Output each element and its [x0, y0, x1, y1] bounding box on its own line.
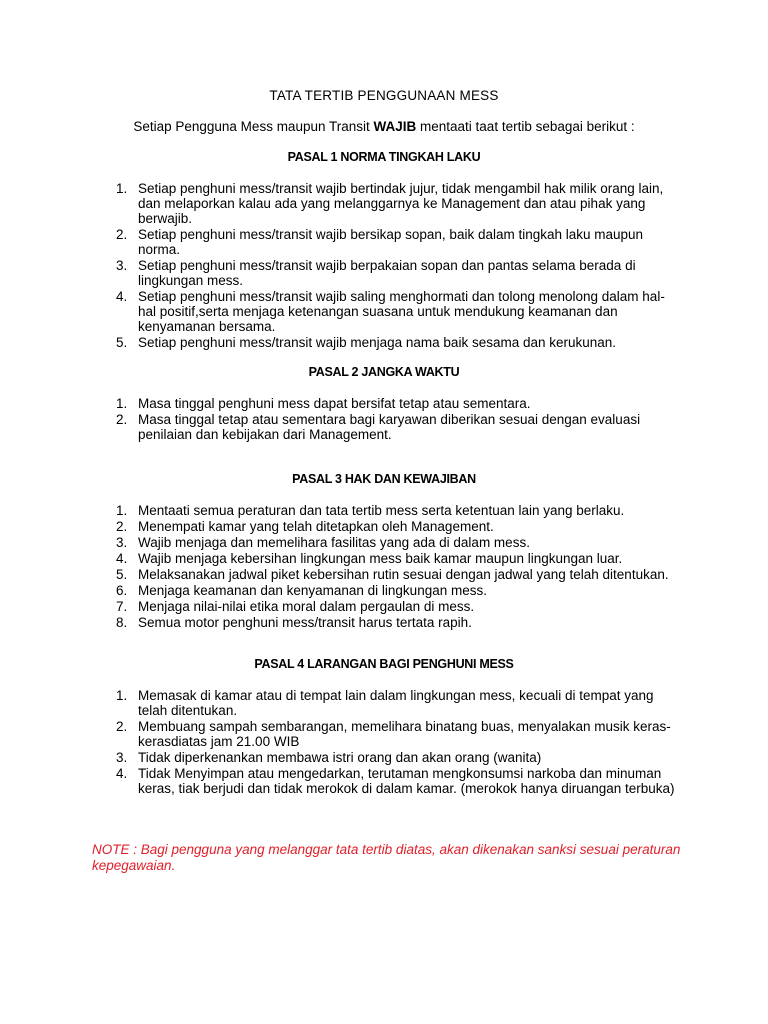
item-number: 4.: [116, 551, 128, 566]
list-item: [116, 688, 676, 718]
item-number: 5.: [116, 567, 128, 582]
list-item: [116, 181, 676, 226]
item-text: Menempati kamar yang telah ditetapkan oleh Management.: [138, 519, 494, 534]
list-item: [116, 567, 676, 582]
item-number: 4.: [116, 766, 128, 781]
item-text: Tidak Menyimpan atau mengedarkan, terutaman mengkonsumsi narkoba dan minuman keras, tiak berjudi dan tidak merokok di dalam kamar. (merokok hanya diruangan terbuka): [138, 766, 675, 796]
item-text: Memasak di kamar atau di tempat lain dalam lingkungan mess, kecuali di tempat yang telah ditentukan.: [138, 688, 654, 718]
item-number: 7.: [116, 599, 128, 614]
item-number: 3.: [116, 535, 128, 550]
intro-text-after: mentaati taat tertib sebagai berikut :: [416, 119, 635, 134]
item-number: 1.: [116, 688, 128, 703]
list-item: [116, 766, 676, 796]
list-item: [116, 258, 676, 288]
section-1-list: [116, 181, 676, 351]
item-text: Setiap penghuni mess/transit wajib berpakaian sopan dan pantas selama berada di lingkungan mess.: [138, 258, 636, 288]
item-text: Setiap penghuni mess/transit wajib bersikap sopan, baik dalam tingkah laku maupun norma.: [138, 227, 644, 257]
item-text: Masa tinggal penghuni mess dapat bersifat tetap atau sementara.: [138, 396, 531, 411]
item-number: 2.: [116, 719, 128, 734]
item-number: 3.: [116, 258, 128, 273]
item-text: Melaksanakan jadwal piket kebersihan rutin sesuai dengan jadwal yang telah ditentukan.: [138, 567, 669, 582]
item-text: Mentaati semua peraturan dan tata tertib mess serta ketentuan lain yang berlaku.: [138, 503, 625, 518]
item-number: 1.: [116, 181, 128, 196]
item-text: Wajib menjaga kebersihan lingkungan mess baik kamar maupun lingkungan luar.: [138, 551, 623, 566]
item-text: Semua motor penghuni mess/transit harus tertata rapih.: [138, 615, 472, 630]
intro-text-before: Setiap Pengguna Mess maupun Transit: [133, 119, 374, 134]
list-item: [116, 396, 676, 411]
list-item: [116, 599, 676, 614]
item-text: Masa tinggal tetap atau sementara bagi karyawan diberikan sesuai dengan evaluasi penilaian dan kebijakan dari Management.: [138, 412, 641, 442]
section-4-heading: PASAL 4 LARANGAN BAGI PENGHUNI MESS: [254, 657, 514, 671]
list-item: [116, 227, 676, 257]
section-3-list: [116, 503, 676, 631]
section-4-list: [116, 688, 676, 797]
list-item: [116, 503, 676, 518]
list-item: [116, 335, 676, 350]
item-number: 5.: [116, 335, 128, 350]
item-text: Setiap penghuni mess/transit wajib bertindak jujur, tidak mengambil hak milik orang lain, dan melaporkan kalau ada yang melanggarnya ke Management dan atau pihak yang berwajib.: [138, 181, 664, 226]
list-item: [116, 535, 676, 550]
section-1-heading: PASAL 1 NORMA TINGKAH LAKU: [287, 150, 481, 164]
list-item: [116, 750, 676, 765]
section-3-heading: PASAL 3 HAK DAN KEWAJIBAN: [292, 472, 476, 486]
item-number: 2.: [116, 519, 128, 534]
list-item: [116, 412, 676, 442]
list-item: [116, 583, 676, 598]
item-number: 8.: [116, 615, 128, 630]
item-text: Menjaga nilai-nilai etika moral dalam pergaulan di mess.: [138, 599, 475, 614]
list-item: [116, 289, 676, 334]
item-number: 2.: [116, 227, 128, 242]
note-paragraph: NOTE : Bagi pengguna yang melanggar tata tertib diatas, akan dikenakan sanksi sesuai peraturan kepegawaian.: [92, 842, 681, 873]
item-text: Wajib menjaga dan memelihara fasilitas yang ada di dalam mess.: [138, 535, 530, 550]
item-text: Setiap penghuni mess/transit wajib menjaga nama baik sesama dan kerukunan.: [138, 335, 617, 350]
list-item: [116, 519, 676, 534]
item-number: 1.: [116, 396, 128, 411]
item-number: 3.: [116, 750, 128, 765]
section-2-list: [116, 396, 676, 443]
item-text: Membuang sampah sembarangan, memelihara binatang buas, menyalakan musik keras-kerasdiatas jam 21.00 WIB: [138, 719, 671, 749]
intro-paragraph: [0, 119, 768, 134]
item-text: Menjaga keamanan dan kenyamanan di lingkungan mess.: [138, 583, 487, 598]
item-number: 1.: [116, 503, 128, 518]
document-title: TATA TERTIB PENGGUNAAN MESS: [269, 88, 499, 103]
list-item: [116, 615, 676, 630]
list-item: [116, 551, 676, 566]
item-number: 6.: [116, 583, 128, 598]
list-item: [116, 719, 676, 749]
intro-bold-word: WAJIB: [373, 119, 417, 134]
item-number: 2.: [116, 412, 128, 427]
item-text: Setiap penghuni mess/transit wajib saling menghormati dan tolong menolong dalam hal-hal positif,serta menjaga ketenangan suasana untuk mendukung keamanan dan kenyamanan bersama.: [138, 289, 665, 334]
item-number: 4.: [116, 289, 128, 304]
item-text: Tidak diperkenankan membawa istri orang dan akan orang (wanita): [138, 750, 542, 765]
section-2-heading: PASAL 2 JANGKA WAKTU: [308, 365, 460, 379]
